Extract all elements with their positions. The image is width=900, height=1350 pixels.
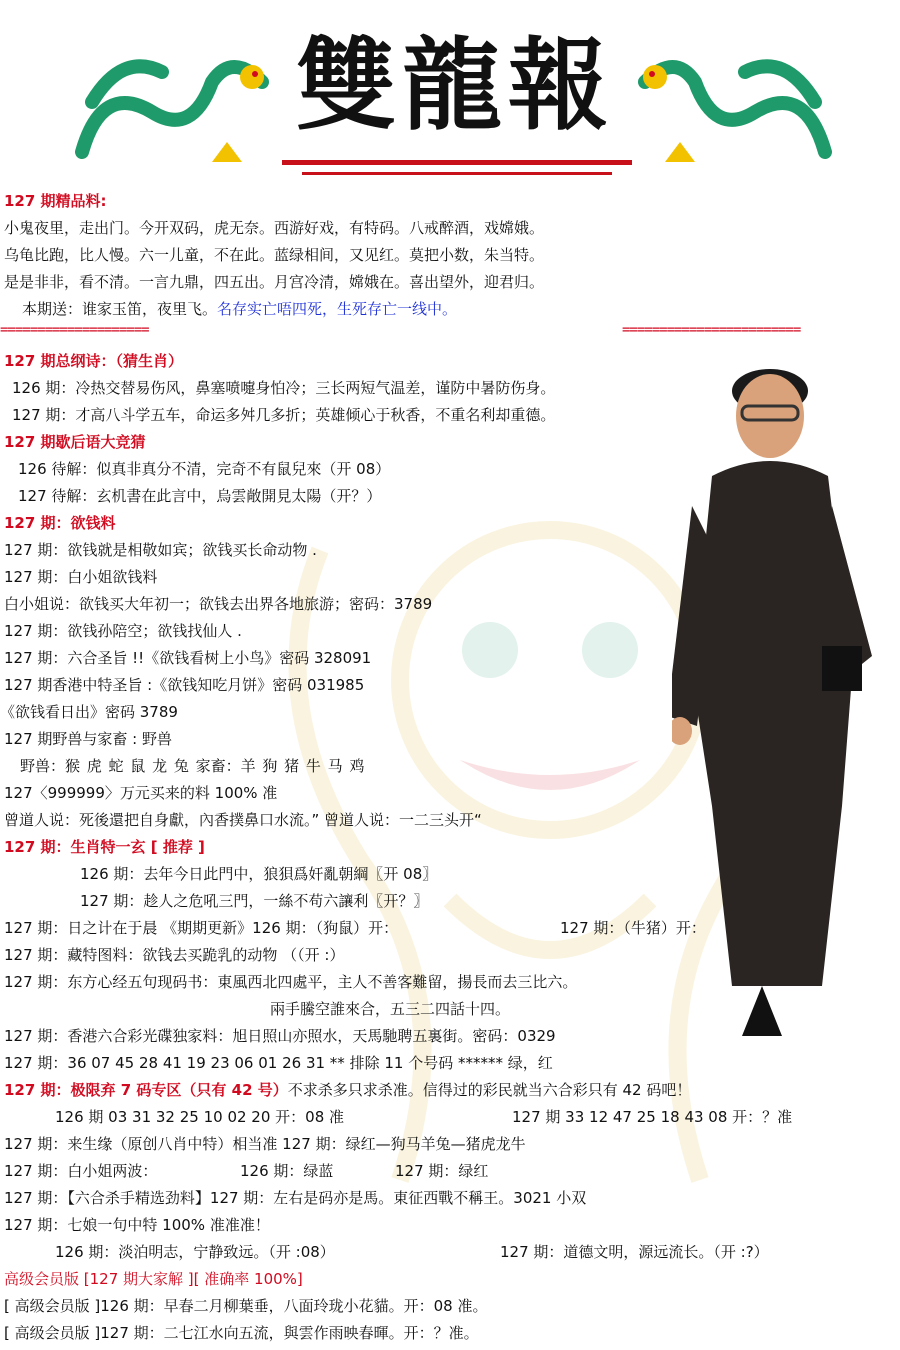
vip-header: 高级会员版 [127 期大家解 ][ 准确率 100%]	[4, 1270, 303, 1288]
zodiac-header: 127 期：生肖特一玄 [ 推荐 ]	[4, 838, 205, 856]
section-header-featured: 127 期精品料:	[4, 192, 107, 210]
money-line-7: 《欲钱看日出》密码 3789	[0, 703, 178, 721]
money-line-9: 野兽：猴 虎 蛇 鼠 龙 兔 家畜：羊 狗 猪 牛 马 鸡	[20, 757, 365, 775]
hk-disc-line: 127 期：香港六合彩光碟独家料：旭日照山亦照水，天馬馳聘五裏街。密码：0329	[4, 1027, 556, 1045]
separator-left: ====================	[0, 322, 149, 338]
poem-header: 127 期总纲诗：（猜生肖）	[4, 352, 184, 370]
fate-line: 127 期：来生缘（原创八肖中特）相当准 127 期：绿红—狗马羊兔—猪虎龙牛	[4, 1135, 526, 1153]
riddle-127: 127 待解：玄机書在此言中，烏雲敞開見太陽（开？）	[18, 487, 382, 505]
vip-127: [ 高级会员版 ]127 期：二七江水向五流，與雲作雨映春暉。开：？准。	[4, 1324, 479, 1342]
numbers-line: 127 期：36 07 45 28 41 19 23 06 01 26 31 ** 排除 11 个号码 ****** 绿，红	[4, 1054, 553, 1072]
money-line-4: 127 期：欲钱孙陪空；欲钱找仙人 .	[4, 622, 242, 640]
zodiac-126: 126 期：去年今日此門中，狼狽爲奸亂朝綱〖开 08〗	[80, 865, 438, 883]
poem-126: 126 期：冷热交替易伤风，鼻塞喷嚏身怕冷；三长两短气温差，谨防中暑防伤身。	[12, 379, 556, 397]
gift-highlight: 名存实亡唔四死，生死存亡一线中。	[217, 300, 458, 318]
east-line-2: 兩手騰空誰來合，五三二四話十四。	[270, 1000, 511, 1018]
poem-127: 127 期：才高八斗学五车，命运多舛几多折；英雄倾心于秋香，不重名利却重德。	[12, 406, 556, 424]
dragon-left-icon	[62, 42, 277, 187]
seven-girl-line: 127 期：七娘一句中特 100% 准准准！	[4, 1216, 270, 1234]
seven-header: 127 期：极限弃 7 码专区（只有 42 号）	[4, 1081, 288, 1099]
separator	[0, 322, 900, 342]
masthead-title: 雙龍報	[296, 26, 614, 144]
wave-c: 127 期：绿红	[395, 1162, 489, 1180]
masthead	[0, 0, 900, 192]
money-line-8: 127 期野兽与家畜 : 野兽	[4, 730, 172, 748]
featured-line-3: 是是非非，看不清。一言九鼎，四五出。月宫冷清，嫦娥在。喜出望外，迎君归。	[4, 273, 545, 291]
featured-line-1: 小鬼夜里，走出门。今开双码，虎无奈。西游好戏，有特码。八戒醉酒，戏嫦娥。	[4, 219, 545, 237]
separator-right: ========================	[622, 322, 801, 338]
money-line-3: 白小姐说：欲钱买大年初一；欲钱去出界各地旅游；密码：3789	[4, 595, 433, 613]
dragon-right-icon	[630, 42, 845, 187]
money-line-5: 127 期：六合圣旨 !!《欲钱看树上小鸟》密码 328091	[4, 649, 372, 667]
wave-a: 127 期：白小姐两波：	[4, 1162, 158, 1180]
seven-rest: 不求杀多只求杀准。信得过的彩民就当六合彩只有 42 码吧！	[287, 1081, 692, 1099]
seven-girl-126: 126 期：淡泊明志，宁静致远。（开 :08）	[55, 1243, 335, 1261]
killer-line: 127 期：【六合杀手精选劲料】127 期：左右是码亦是馬。東征西戰不稱王。3021 小双	[4, 1189, 587, 1207]
masthead-rule	[282, 160, 632, 165]
money-line-11: 曾道人说：死後還把自身獻，內香撲鼻口水流。” 曾道人说：一二三头开“	[4, 811, 482, 829]
money-line-2: 127 期：白小姐欲钱料	[4, 568, 158, 586]
east-line-1: 127 期：东方心经五句现码书：東風西北四處平，主人不善客難留，揚長而去三比六。	[4, 973, 578, 991]
day-plan-a: 127 期：日之计在于晨 《期期更新》126 期：（狗鼠）开：	[4, 919, 399, 937]
gift-line	[22, 298, 457, 320]
hidden-special: 127 期：藏特图料：欲钱去买跪乳的动物 （（开 :）	[4, 946, 345, 964]
gift-label: 本期送：谁家玉笛，夜里飞。	[22, 300, 218, 318]
masthead-rule-2	[302, 172, 612, 175]
money-line-6: 127 期香港中特圣旨 :《欲钱知吃月饼》密码 031985	[4, 676, 365, 694]
seven-line	[4, 1079, 691, 1101]
zodiac-127: 127 期：趁人之危吼三門，一絲不苟六讓利〖开？〗	[80, 892, 429, 910]
money-line-1: 127 期：欲钱就是相敬如宾；欲钱买长命动物 .	[4, 541, 317, 559]
money-header: 127 期：欲钱料	[4, 514, 116, 532]
day-plan-b: 127 期：（牛猪）开：	[560, 919, 706, 937]
wave-b: 126 期：绿蓝	[240, 1162, 334, 1180]
riddle-126: 126 待解：似真非真分不清，完奇不有鼠兒來（开 08）	[18, 460, 391, 478]
seven-127: 127 期 33 12 47 25 18 43 08 开：？准	[512, 1108, 793, 1126]
featured-line-2: 乌龟比跑，比人慢。六一儿童，不在此。蓝绿相间，又见红。莫把小数，朱当特。	[4, 246, 545, 264]
money-line-10: 127〈999999〉万元买来的料 100% 准	[4, 784, 278, 802]
riddle-header: 127 期歇后语大竞猜	[4, 433, 146, 451]
seven-girl-127: 127 期：道德文明，源远流长。（开 :?）	[500, 1243, 769, 1261]
seven-126: 126 期 03 31 32 25 10 02 20 开：08 准	[55, 1108, 345, 1126]
vip-126: [ 高级会员版 ]126 期：早春二月柳葉垂，八面玲珑小花貓。开：08 准。	[4, 1297, 488, 1315]
